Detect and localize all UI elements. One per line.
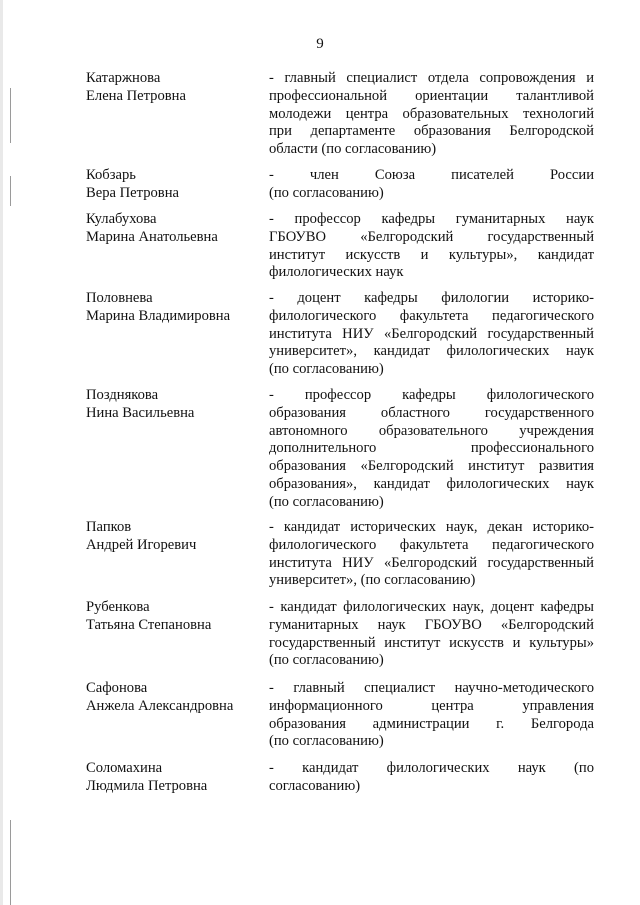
member-given-names: Марина Анатольевна [86,228,218,245]
role-line: согласованию) [269,777,361,794]
member-surname: Соломахина [86,760,163,776]
role-line: - профессор кафедры филологического [269,387,594,403]
member-role [269,599,594,670]
member-name [86,387,261,423]
member-role [269,290,594,379]
member-given-names: Елена Петровна [86,87,186,104]
role-line: институт искусств и культуры», кандидат [269,246,594,263]
member-surname: Кобзарь [86,167,136,183]
role-line: (по согласованию) [269,361,384,378]
role-line: (по согласованию) [269,733,384,750]
member-given-names: Вера Петровна [86,184,179,201]
role-line: университет», кандидат филологических наук [269,343,594,360]
member-name [86,70,261,106]
member-given-names: Анжела Александровна [86,697,234,714]
role-line: - главный специалист научно-методического [269,680,594,696]
member-surname: Катаржнова [86,70,161,86]
role-line: (по согласованию) [269,184,384,201]
member-role [269,519,594,590]
member-given-names: Нина Васильевна [86,404,195,421]
member-surname: Позднякова [86,387,159,403]
member-role [269,211,594,282]
member-surname: Сафонова [86,680,148,696]
role-line: ГБОУВО «Белгородский государственный [269,228,594,245]
role-line: молодежи центра образовательных технологий [269,105,594,122]
role-line: (по согласованию) [269,652,384,669]
role-line: - кандидат исторических наук, декан историко- [269,519,594,535]
role-line: - главный специалист отдела сопровождения и [269,70,594,86]
role-line: института НИУ «Белгородский государственный [269,325,594,342]
role-line: области (по согласованию) [269,141,437,158]
role-line: - член Союза писателей России [269,167,594,183]
member-given-names: Марина Владимировна [86,307,231,324]
member-name [86,519,261,555]
member-given-names: Андрей Игоревич [86,536,197,553]
role-line: филологического факультета педагогического [269,536,594,553]
member-given-names: Людмила Петровна [86,777,208,794]
role-line: образования областного государственного [269,404,594,421]
role-line: информационного центра управления [269,697,594,714]
member-surname: Кулабухова [86,211,157,227]
role-line: образования «Белгородский институт развития [269,458,594,475]
role-line: государственный институт искусств и культуры» [269,634,594,651]
member-name [86,599,261,635]
role-line: образования», кандидат филологических наук [269,475,594,492]
role-line: (по согласованию) [269,493,384,510]
scan-mark [10,176,11,206]
member-role [269,167,594,203]
role-line: института НИУ «Белгородский государственный [269,554,594,571]
scan-left-edge [0,0,3,905]
member-surname: Папков [86,519,132,535]
role-line: дополнительного профессионального [269,440,594,457]
member-surname: Рубенкова [86,599,150,615]
member-role [269,680,594,751]
member-role [269,387,594,512]
member-name [86,211,261,247]
member-name [86,290,261,326]
member-role [269,70,594,159]
member-given-names: Татьяна Степановна [86,616,212,633]
role-line: гуманитарных наук ГБОУВО «Белгородский [269,616,594,633]
member-name [86,680,261,716]
role-line: - профессор кафедры гуманитарных наук [269,211,594,227]
member-role [269,760,594,796]
role-line: образования администрации г. Белгорода [269,715,594,732]
member-name [86,760,261,796]
role-line: при департаменте образования Белгородской [269,123,594,140]
role-line: филологического факультета педагогического [269,307,594,324]
page-number: 9 [316,36,324,52]
role-line: - кандидат филологических наук (по [269,760,594,776]
role-line: профессиональной ориентации талантливой [269,87,594,104]
role-line: университет», (по согласованию) [269,572,476,589]
role-line: филологических наук [269,264,404,281]
role-line: автономного образовательного учреждения [269,422,594,439]
member-name [86,167,261,203]
member-surname: Половнева [86,290,153,306]
role-line: - кандидат филологических наук, доцент кафедры [269,599,594,615]
scan-mark [10,820,11,905]
role-line: - доцент кафедры филологии историко- [269,290,594,306]
scan-mark [10,88,11,143]
